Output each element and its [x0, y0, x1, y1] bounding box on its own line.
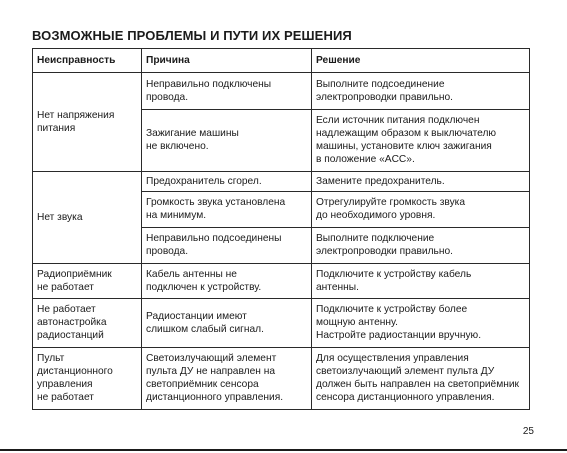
- table-header-row: [33, 49, 530, 73]
- table-row: [33, 348, 530, 410]
- solution-cell: Выполните подсоединение электропроводки правильно.: [312, 73, 530, 110]
- cause-cell: Кабель антенны не подключен к устройству.: [142, 264, 312, 299]
- bottom-divider: [0, 449, 567, 451]
- solution-cell: Подключите к устройству кабель антенны.: [312, 264, 530, 299]
- solution-cell: Для осуществления управления светоизлучающий элемент пульта ДУ должен быть направлен на светоприёмник сенсора дистанционного управления.: [312, 348, 530, 410]
- header-problem: Неисправность: [33, 49, 142, 73]
- page-number: 25: [522, 426, 534, 437]
- solution-cell: Отрегулируйте громкость звука до необходимого уровня.: [312, 192, 530, 228]
- header-cause: Причина: [142, 49, 312, 73]
- problem-cell: Радиоприёмник не работает: [33, 264, 142, 299]
- solution-cell: Если источник питания подключен надлежащим образом к выключателю машины, установите ключ зажигания в положение «ACC».: [312, 110, 530, 172]
- solution-cell: Замените предохранитель.: [312, 172, 530, 192]
- troubleshooting-table: [32, 48, 530, 410]
- solution-cell: Выполните подключение электропроводки правильно.: [312, 228, 530, 264]
- problem-cell: Нет звука: [33, 172, 142, 264]
- problem-cell: Нет напряжения питания: [33, 73, 142, 172]
- cause-cell: Громкость звука установлена на минимум.: [142, 192, 312, 228]
- table-row: [33, 299, 530, 348]
- cause-cell: Радиостанции имеют слишком слабый сигнал.: [142, 299, 312, 348]
- cause-cell: Неправильно подсоединены провода.: [142, 228, 312, 264]
- page-title: ВОЗМОЖНЫЕ ПРОБЛЕМЫ И ПУТИ ИХ РЕШЕНИЯ: [32, 28, 352, 43]
- cause-cell: Неправильно подключены провода.: [142, 73, 312, 110]
- problem-cell: Пульт дистанционного управления не работает: [33, 348, 142, 410]
- cause-cell: Светоизлучающий элемент пульта ДУ не направлен на светоприёмник сенсора дистанционного управления.: [142, 348, 312, 410]
- table-row: [33, 264, 530, 299]
- solution-cell: Подключите к устройству более мощную антенну. Настройте радиостанции вручную.: [312, 299, 530, 348]
- table-row: [33, 73, 530, 110]
- header-solution: Решение: [312, 49, 530, 73]
- cause-cell: Зажигание машины не включено.: [142, 110, 312, 172]
- problem-cell: Не работает автонастройка радиостанций: [33, 299, 142, 348]
- table-row: [33, 172, 530, 192]
- cause-cell: Предохранитель сгорел.: [142, 172, 312, 192]
